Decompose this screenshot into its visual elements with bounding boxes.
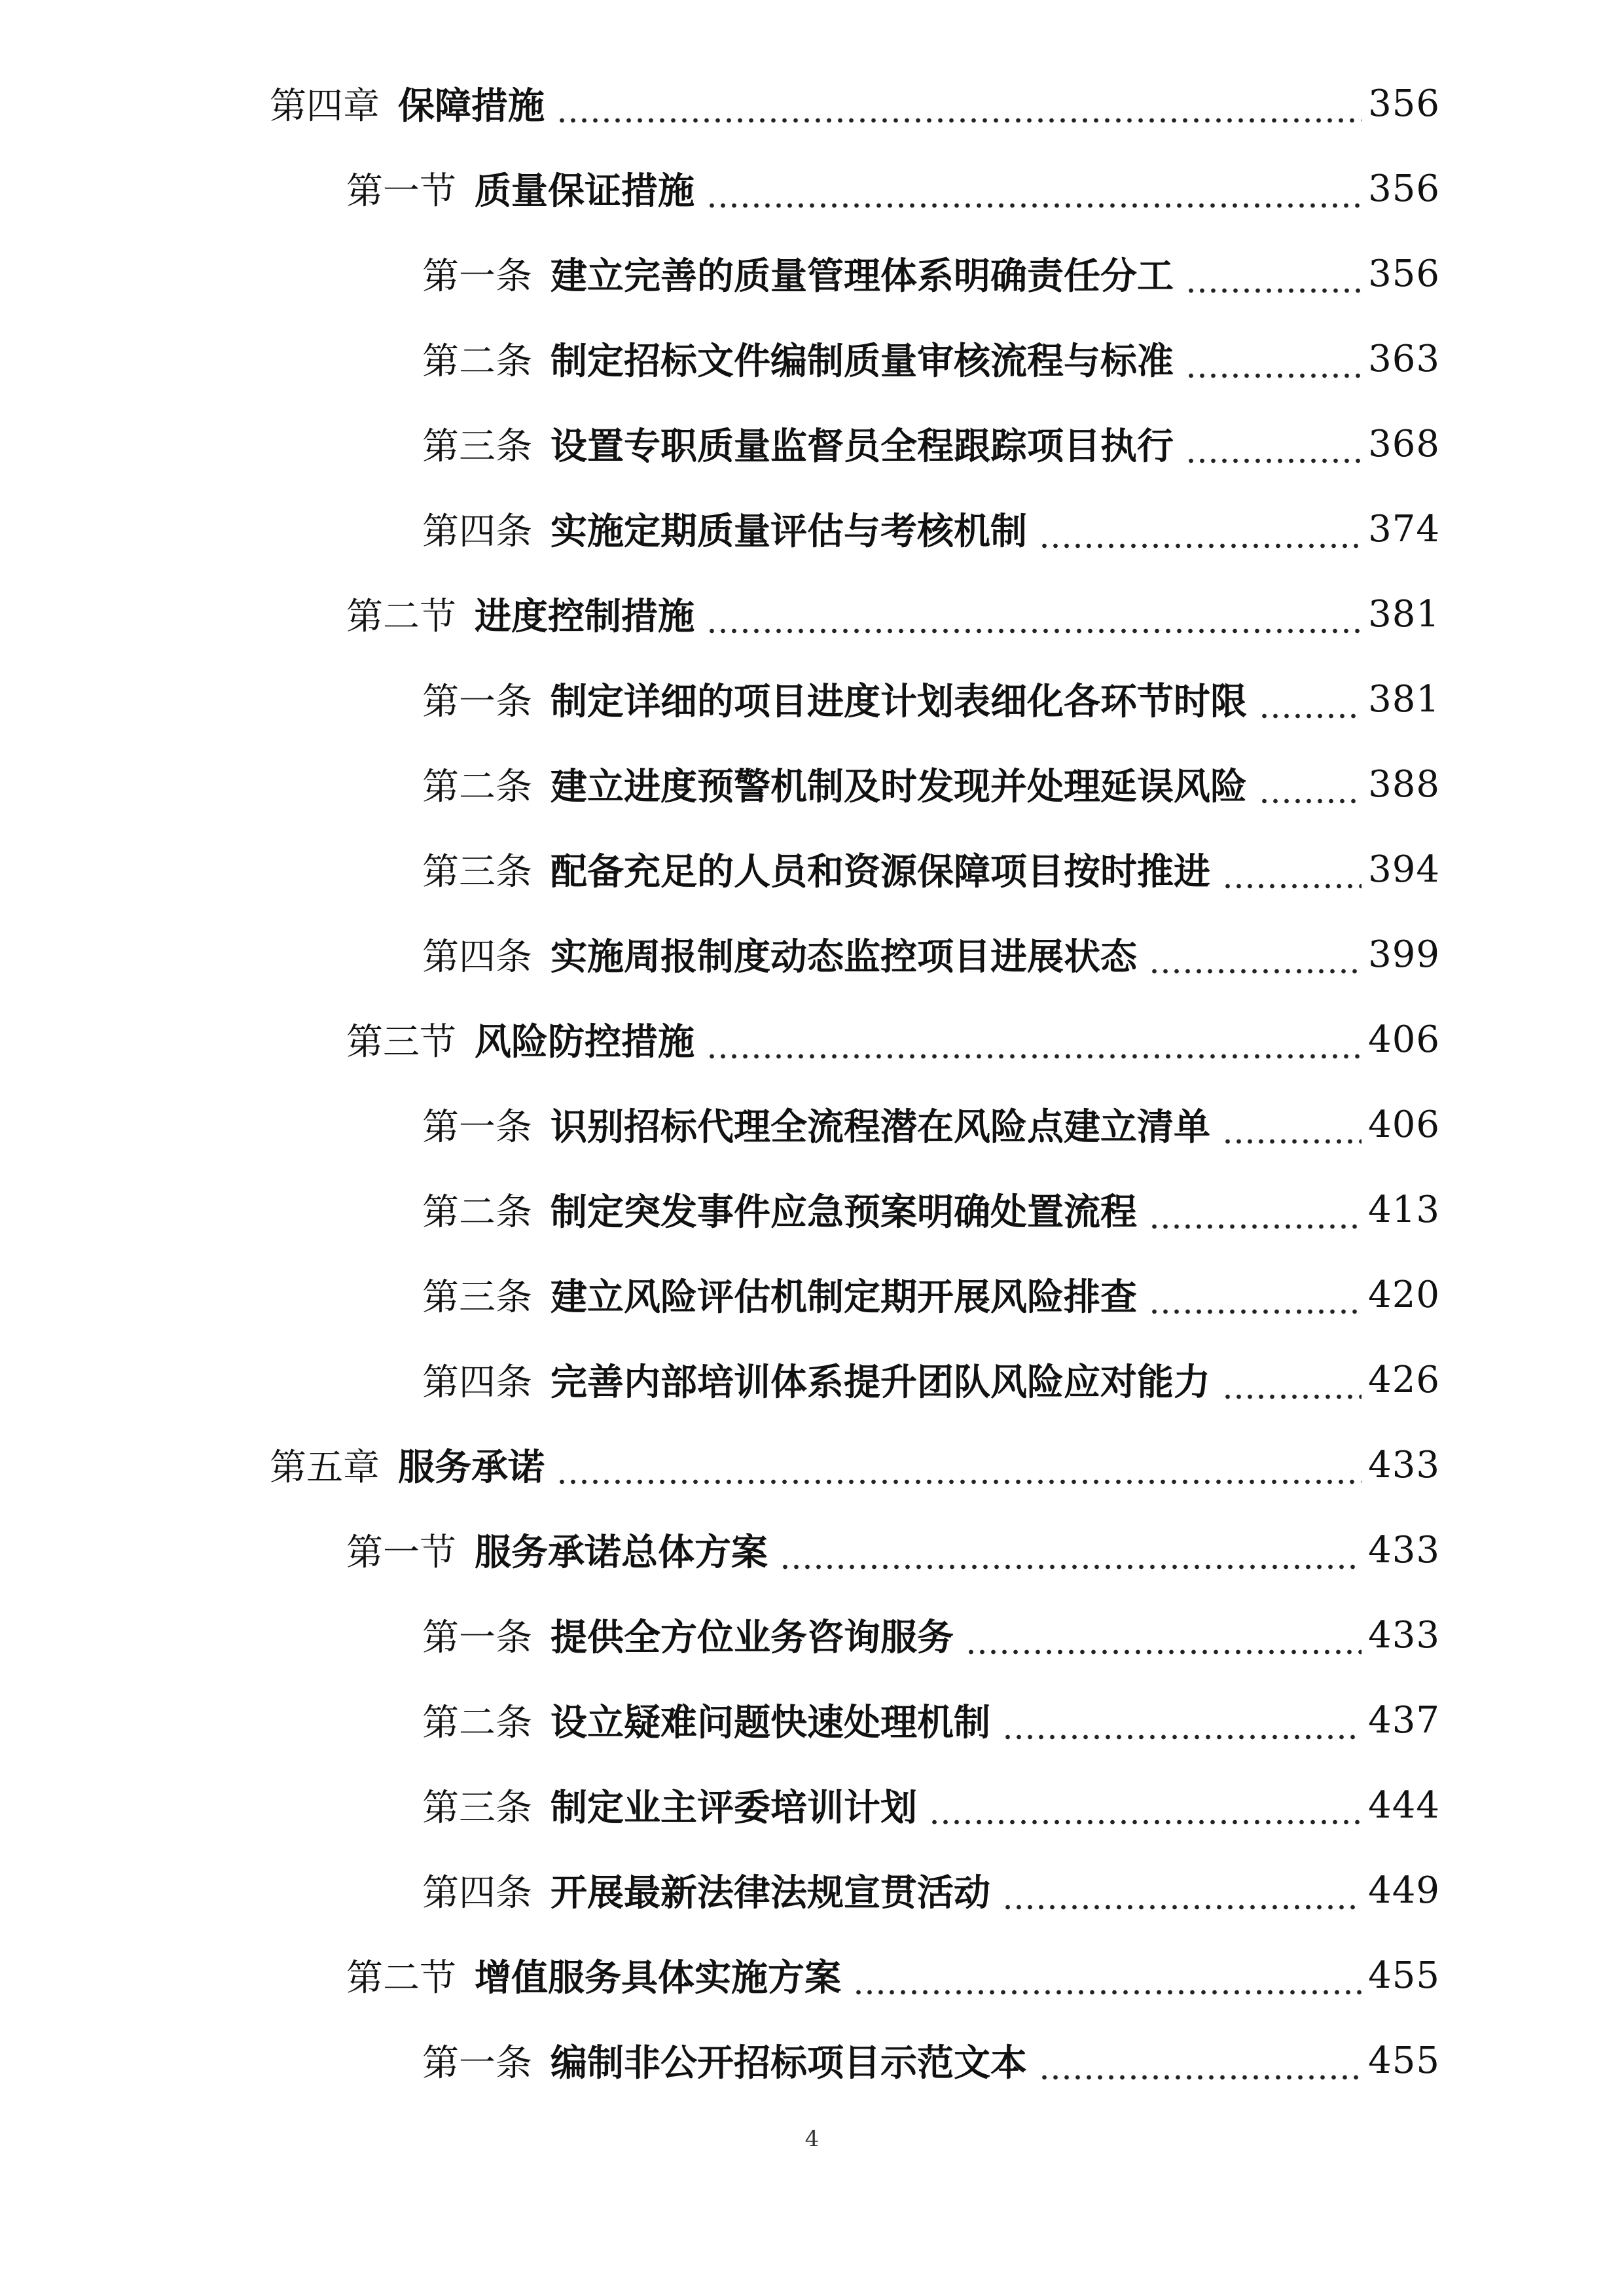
toc-entry-title: 开展最新法律法规宣贯活动	[550, 1872, 990, 1914]
toc-dot-leader	[1149, 1194, 1362, 1230]
toc-entry-number: 第四章	[270, 85, 380, 128]
toc-entry[interactable]	[0, 1848, 1440, 1933]
toc-entry[interactable]	[0, 1763, 1440, 1848]
toc-entry-number: 第三条	[422, 425, 532, 468]
toc-entry-title: 风险防控措施	[475, 1021, 695, 1064]
toc-entry-page-number: 455	[1368, 1954, 1440, 1997]
page-number: 4	[804, 2126, 820, 2152]
toc-entry-number: 第一条	[422, 1106, 532, 1149]
toc-dot-leader	[1185, 343, 1362, 380]
toc-entry-number: 第三条	[422, 851, 532, 893]
toc-entry-title: 建立完善的质量管理体系明确责任分工	[550, 255, 1174, 298]
toc-entry-number: 第一条	[422, 2042, 532, 2085]
toc-entry[interactable]	[0, 401, 1440, 486]
toc-entry-page-number: 399	[1368, 933, 1440, 976]
toc-entry-page-number: 394	[1368, 848, 1440, 891]
toc-dot-leader	[780, 1534, 1362, 1571]
toc-entry-number: 第三条	[422, 1787, 532, 1829]
toc-entry[interactable]	[0, 1252, 1440, 1337]
toc-entry-title: 设置专职质量监督员全程跟踪项目执行	[550, 425, 1174, 468]
toc-entry-number: 第四条	[422, 1872, 532, 1914]
toc-entry[interactable]	[0, 656, 1440, 742]
toc-entry-title: 识别招标代理全流程潜在风险点建立清单	[550, 1106, 1210, 1149]
toc-entry-page-number: 374	[1368, 507, 1440, 550]
toc-dot-leader	[1149, 939, 1362, 975]
toc-entry[interactable]	[0, 742, 1440, 827]
toc-dot-leader	[556, 1449, 1362, 1486]
toc-entry-number: 第二条	[422, 1191, 532, 1234]
toc-entry-page-number: 363	[1368, 337, 1440, 380]
toc-entry-number: 第一条	[422, 681, 532, 723]
toc-entry-number: 第一条	[422, 255, 532, 298]
toc-entry-number: 第四条	[422, 936, 532, 978]
toc-entry-title: 增值服务具体实施方案	[475, 1957, 841, 2000]
toc-entry-page-number: 356	[1368, 252, 1440, 295]
toc-entry-page-number: 356	[1368, 167, 1440, 210]
toc-dot-leader	[1222, 1109, 1362, 1145]
toc-entry-number: 第五章	[270, 1446, 380, 1489]
toc-entry-title: 进度控制措施	[475, 596, 695, 638]
toc-entry-number: 第一节	[346, 1532, 456, 1574]
toc-entry-page-number: 437	[1368, 1698, 1440, 1742]
toc-entry-number: 第一条	[422, 1617, 532, 1659]
toc-entry-title: 配备充足的人员和资源保障项目按时推进	[550, 851, 1210, 893]
toc-dot-leader	[556, 88, 1362, 124]
toc-entry-page-number: 406	[1368, 1103, 1440, 1146]
toc-entry[interactable]	[0, 61, 1440, 146]
toc-entry-title: 建立风险评估机制定期开展风险排查	[550, 1276, 1137, 1319]
toc-dot-leader	[706, 1024, 1362, 1060]
toc-entry-title: 服务承诺	[398, 1446, 545, 1489]
toc-dot-leader	[1149, 1279, 1362, 1316]
toc-entry-title: 制定业主评委培训计划	[550, 1787, 917, 1829]
toc-dot-leader	[1222, 1364, 1362, 1401]
toc-entry-title: 保障措施	[398, 85, 545, 128]
toc-entry-page-number: 381	[1368, 592, 1440, 636]
toc-entry-title: 设立疑难问题快速处理机制	[550, 1702, 990, 1744]
toc-entry[interactable]	[0, 146, 1440, 231]
toc-dot-leader	[1039, 2045, 1362, 2081]
toc-entry-page-number: 413	[1368, 1188, 1440, 1231]
toc-entry-title: 服务承诺总体方案	[475, 1532, 768, 1574]
toc-entry-title: 实施定期质量评估与考核机制	[550, 511, 1027, 553]
toc-entry-page-number: 433	[1368, 1613, 1440, 1657]
toc-entry-title: 质量保证措施	[475, 170, 695, 213]
toc-entry[interactable]	[0, 1337, 1440, 1422]
toc-entry[interactable]	[0, 1082, 1440, 1167]
toc-entry-page-number: 426	[1368, 1358, 1440, 1401]
toc-entry-page-number: 381	[1368, 677, 1440, 721]
toc-entry-title: 制定招标文件编制质量审核流程与标准	[550, 340, 1174, 383]
toc-entry-page-number: 406	[1368, 1018, 1440, 1061]
toc-entry-number: 第二条	[422, 340, 532, 383]
toc-entry-title: 提供全方位业务咨询服务	[550, 1617, 954, 1659]
toc-dot-leader	[1259, 768, 1362, 805]
toc-entry[interactable]	[0, 1507, 1440, 1592]
toc-dot-leader	[1039, 513, 1362, 550]
toc-entry-page-number: 455	[1368, 2039, 1440, 2082]
toc-entry[interactable]	[0, 2018, 1440, 2103]
toc-entry-number: 第三条	[422, 1276, 532, 1319]
toc-dot-leader	[1002, 1704, 1362, 1741]
toc-dot-leader	[706, 598, 1362, 635]
toc-dot-leader	[1259, 683, 1362, 720]
toc-dot-leader	[1002, 1874, 1362, 1911]
toc-entry[interactable]	[0, 316, 1440, 401]
toc-entry[interactable]	[0, 231, 1440, 316]
toc-entry-number: 第三节	[346, 1021, 456, 1064]
toc-entry-page-number: 356	[1368, 82, 1440, 125]
toc-entry-title: 制定突发事件应急预案明确处置流程	[550, 1191, 1137, 1234]
toc-entry[interactable]	[0, 1167, 1440, 1252]
toc-dot-leader	[929, 1789, 1362, 1826]
toc-entry-title: 编制非公开招标项目示范文本	[550, 2042, 1027, 2085]
toc-entry[interactable]	[0, 1933, 1440, 2018]
toc-entry[interactable]	[0, 997, 1440, 1082]
toc-entry[interactable]	[0, 1422, 1440, 1507]
toc-entry-page-number: 388	[1368, 762, 1440, 806]
toc-entry-number: 第一节	[346, 170, 456, 213]
toc-entry-page-number: 420	[1368, 1273, 1440, 1316]
toc-entry-page-number: 433	[1368, 1528, 1440, 1571]
toc-entry[interactable]	[0, 1677, 1440, 1763]
toc-dot-leader	[706, 173, 1362, 209]
table-of-contents	[0, 61, 1624, 2103]
toc-entry-number: 第二条	[422, 1702, 532, 1744]
toc-entry-number: 第二节	[346, 596, 456, 638]
toc-dot-leader	[965, 1619, 1362, 1656]
toc-entry-title: 完善内部培训体系提升团队风险应对能力	[550, 1361, 1210, 1404]
toc-entry-page-number: 433	[1368, 1443, 1440, 1486]
toc-entry-page-number: 449	[1368, 1869, 1440, 1912]
toc-dot-leader	[1185, 258, 1362, 295]
toc-entry-number: 第四条	[422, 511, 532, 553]
toc-dot-leader	[853, 1960, 1362, 1996]
toc-entry[interactable]	[0, 1592, 1440, 1677]
toc-entry[interactable]	[0, 486, 1440, 571]
toc-entry-number: 第二条	[422, 766, 532, 808]
toc-entry-number: 第二节	[346, 1957, 456, 2000]
toc-dot-leader	[1185, 428, 1362, 465]
toc-dot-leader	[1222, 853, 1362, 890]
toc-entry[interactable]	[0, 827, 1440, 912]
toc-entry[interactable]	[0, 571, 1440, 656]
toc-entry-page-number: 444	[1368, 1784, 1440, 1827]
toc-entry-number: 第四条	[422, 1361, 532, 1404]
toc-entry[interactable]	[0, 912, 1440, 997]
toc-entry-title: 实施周报制度动态监控项目进展状态	[550, 936, 1137, 978]
toc-entry-page-number: 368	[1368, 422, 1440, 465]
toc-entry-title: 建立进度预警机制及时发现并处理延误风险	[550, 766, 1247, 808]
toc-entry-title: 制定详细的项目进度计划表细化各环节时限	[550, 681, 1247, 723]
